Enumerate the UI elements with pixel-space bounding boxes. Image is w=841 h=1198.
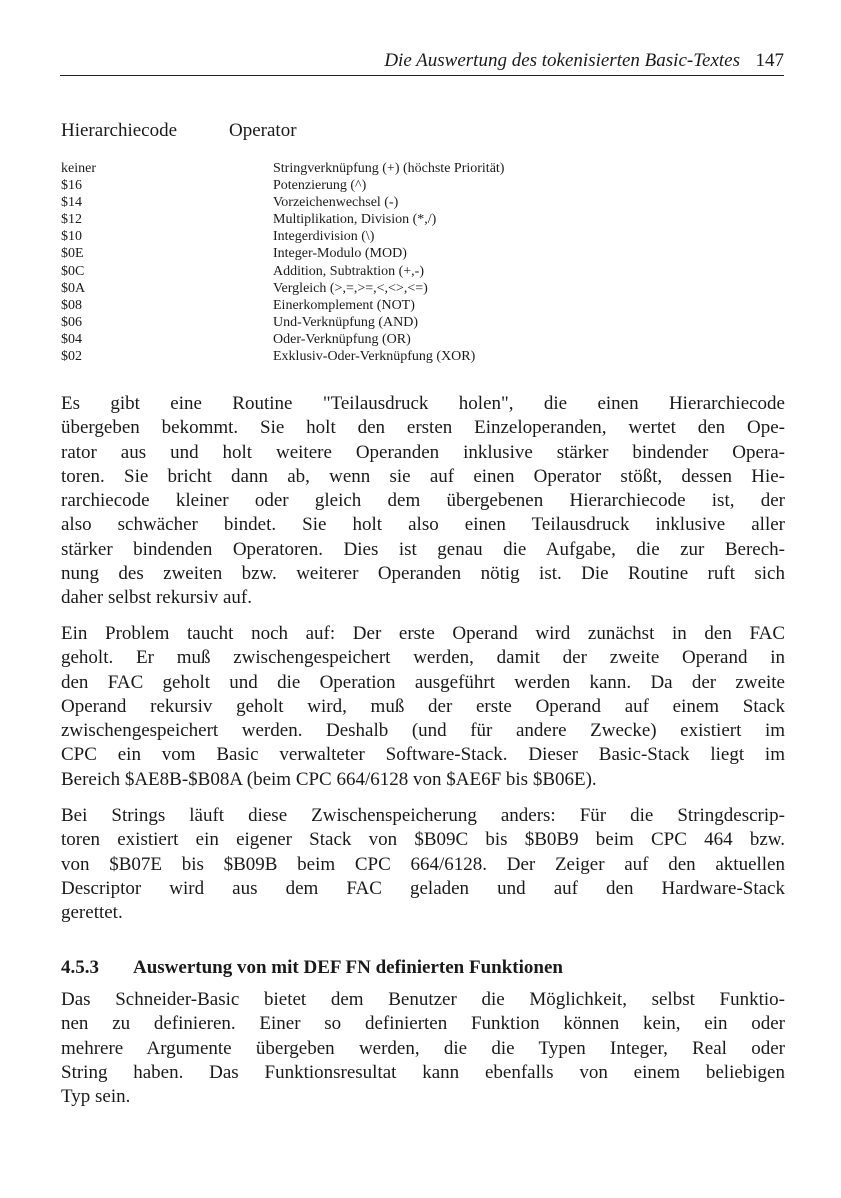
- text-line: daher selbst rekursiv auf.: [61, 587, 252, 609]
- column-header-hierarchiecode: Hierarchiecode: [61, 120, 178, 141]
- operator-description: Addition, Subtraktion (+,-): [273, 263, 424, 279]
- text-line: toren existiert ein eigener Stack von $B09C bis $B0B9 beim CPC 464 bzw.: [61, 829, 785, 851]
- operator-description: Einerkomplement (NOT): [273, 297, 415, 313]
- text-line: nen zu definieren. Einer so definierten Funktion können kein, ein oder: [61, 1013, 785, 1035]
- table-row: [61, 228, 781, 245]
- text-line: Operand rekursiv geholt wird, muß der erste Operand auf einem Stack: [61, 695, 785, 717]
- hierarchy-code: $12: [61, 212, 82, 228]
- operator-description: Integerdivision (\): [273, 229, 375, 245]
- operator-description: Oder-Verknüpfung (OR): [273, 331, 411, 347]
- section-title: Auswertung von mit DEF FN definierten Funktionen: [133, 957, 563, 978]
- text-line: CPC ein vom Basic verwalteter Software-Stack. Dieser Basic-Stack liegt im: [61, 744, 785, 766]
- text-line: Bereich $AE8B-$B08A (beim CPC 664/6128 von $AE6F bis $B06E).: [61, 768, 597, 790]
- text-line: Das Schneider-Basic bietet dem Benutzer die Möglichkeit, selbst Funktio-: [61, 989, 785, 1010]
- hierarchy-code: $0C: [61, 263, 85, 279]
- running-head: [60, 47, 784, 76]
- table-row: [61, 263, 781, 280]
- text-line: nung des zweiten bzw. weiterer Operanden nötig ist. Die Routine ruft sich: [61, 563, 785, 585]
- operator-description: Vergleich (>,=,>=,<,<>,<=): [273, 280, 428, 296]
- text-line: rator aus und holt weitere Operanden inklusive stärker bindender Opera-: [61, 441, 785, 463]
- text-line: toren. Sie bricht dann ab, wenn sie auf einen Operator stößt, dessen Hie-: [61, 465, 785, 487]
- table-row: [61, 331, 781, 348]
- text-line: Bei Strings läuft diese Zwischenspeicherung anders: Für die Stringdescrip-: [61, 805, 785, 826]
- hierarchy-code: keiner: [61, 161, 96, 176]
- hierarchy-code: $10: [61, 229, 82, 245]
- text-line: String haben. Das Funktionsresultat kann ebenfalls von einem beliebigen: [61, 1061, 785, 1083]
- operator-description: Integer-Modulo (MOD): [273, 246, 407, 262]
- table-row: [61, 280, 781, 297]
- table-row: [61, 177, 781, 194]
- paragraph-def-fn: [61, 988, 785, 1109]
- section-number: 4.5.3: [61, 957, 99, 978]
- operator-description: Stringverknüpfung (+) (höchste Priorität): [273, 161, 505, 176]
- text-line: mehrere Argumente übergeben werden, die die Typen Integer, Real oder: [61, 1037, 785, 1059]
- text-line: geholt. Er muß zwischengespeichert werden, damit der zweite Operand in: [61, 647, 785, 669]
- text-line: stärker bindenden Operatoren. Dies ist genau die Aufgabe, die zur Berech-: [61, 538, 785, 560]
- hierarchy-code: $16: [61, 178, 82, 194]
- hierarchy-code: $04: [61, 331, 82, 347]
- hierarchy-code: $06: [61, 314, 82, 330]
- page-number: 147: [755, 50, 784, 71]
- text-line: übergeben bekommt. Sie holt den ersten Einzeloperanden, wertet den Ope-: [61, 417, 785, 439]
- running-head-title: Die Auswertung des tokenisierten Basic-Textes: [384, 50, 740, 71]
- operator-table: [61, 160, 781, 365]
- hierarchy-code: $08: [61, 297, 82, 313]
- text-line: Ein Problem taucht noch auf: Der erste Operand wird zunächst in den FAC: [61, 623, 785, 644]
- operator-description: Exklusiv-Oder-Verknüpfung (XOR): [273, 349, 476, 365]
- table-row: [61, 160, 781, 177]
- hierarchy-code: $14: [61, 195, 82, 211]
- hierarchy-code: $02: [61, 349, 82, 365]
- text-line: also schwächer bindet. Sie holt also einen Teilausdruck inklusive aller: [61, 514, 785, 536]
- text-line: den FAC geholt und die Operation ausgeführt werden kann. Da der zweite: [61, 671, 785, 693]
- hierarchy-code: $0E: [61, 246, 84, 262]
- table-row: [61, 297, 781, 314]
- operator-description: Potenzierung (^): [273, 178, 367, 194]
- table-row: [61, 245, 781, 262]
- operator-description: Multiplikation, Division (*,/): [273, 212, 437, 228]
- table-row: [61, 211, 781, 228]
- text-line: gerettet.: [61, 902, 123, 924]
- operator-description: Vorzeichenwechsel (-): [273, 195, 399, 211]
- column-header-operator: Operator: [229, 120, 297, 141]
- table-row: [61, 194, 781, 211]
- text-line: Descriptor wird aus dem FAC geladen und auf den Hardware-Stack: [61, 877, 785, 899]
- paragraph-string-stack: [61, 804, 785, 925]
- table-row: [61, 348, 781, 365]
- text-line: Typ sein.: [61, 1086, 131, 1108]
- text-line: rarchiecode kleiner oder gleich dem übergebenen Hierarchiecode ist, der: [61, 490, 785, 512]
- table-row: [61, 314, 781, 331]
- paragraph-teilausdruck: [61, 392, 785, 611]
- hierarchy-code: $0A: [61, 280, 86, 296]
- text-line: zwischengespeichert werden. Deshalb (und für andere Zwecke) existiert im: [61, 720, 785, 742]
- operator-description: Und-Verknüpfung (AND): [273, 314, 419, 330]
- paragraph-fac-stack: [61, 622, 785, 792]
- text-line: von $B07E bis $B09B beim CPC 664/6128. Der Zeiger auf den aktuellen: [61, 853, 785, 875]
- text-line: Es gibt eine Routine "Teilausdruck holen", die einen Hierarchiecode: [61, 393, 785, 414]
